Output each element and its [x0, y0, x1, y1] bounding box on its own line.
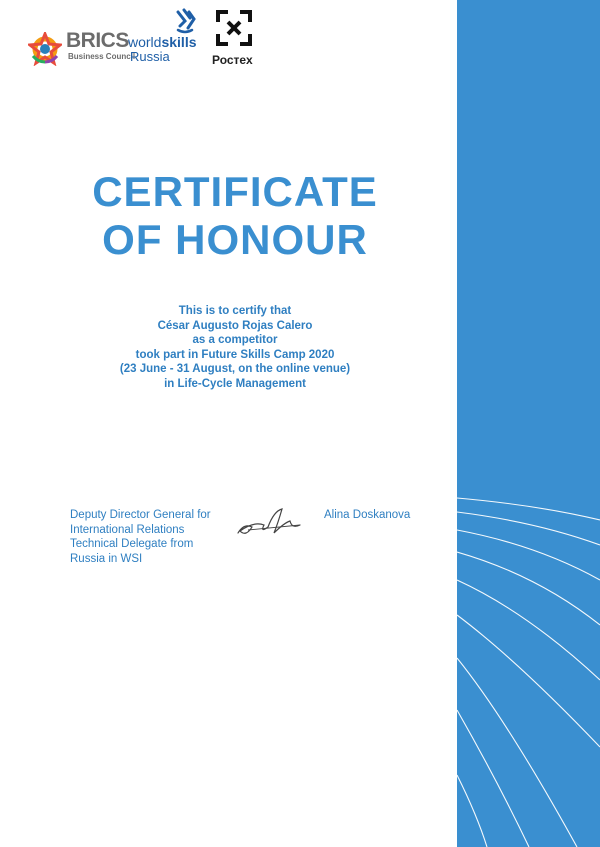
certificate-body	[0, 304, 470, 391]
role-line: Technical Delegate from	[70, 538, 194, 550]
rostec-frame-icon	[216, 10, 252, 46]
brics-star-icon	[28, 32, 62, 66]
brics-subtitle: Business Council	[68, 52, 136, 61]
worldskills-brand	[128, 34, 197, 50]
body-line: as a competitor	[192, 334, 278, 346]
signer-name: Alina Doskanova	[324, 509, 411, 521]
recipient-name: César Augusto Rojas Calero	[157, 319, 313, 332]
body-line: took part in Future Skills Camp 2020	[135, 348, 335, 361]
title-line-2: OF HONOUR	[102, 216, 368, 263]
decorative-arc-lines	[457, 0, 600, 847]
body-line: in Life-Cycle Management	[164, 377, 306, 390]
decorative-side-band	[457, 0, 600, 847]
certificate-title	[0, 168, 470, 264]
brics-logo	[28, 29, 136, 70]
rostec-brand: Ростех	[212, 53, 253, 67]
body-line: This is to certify that	[178, 305, 292, 317]
role-line: Deputy Director General for	[70, 509, 211, 521]
role-line: International Relations	[70, 523, 185, 536]
brics-brand: BRICS	[66, 29, 129, 52]
worldskills-logo	[128, 8, 208, 68]
rostec-logo	[212, 10, 262, 70]
title-line-1: CERTIFICATE	[92, 168, 378, 215]
worldskills-subtitle: Russia	[130, 49, 170, 64]
worldskills-brand-light: world	[128, 34, 162, 50]
handwritten-signature	[234, 503, 306, 543]
body-line: (23 June - 31 August, on the online venue)	[119, 363, 351, 375]
worldskills-brand-bold: skills	[161, 34, 197, 50]
worldskills-hands-icon	[174, 8, 196, 34]
role-line: Russia in WSI	[70, 552, 143, 565]
signer-role	[70, 508, 240, 566]
